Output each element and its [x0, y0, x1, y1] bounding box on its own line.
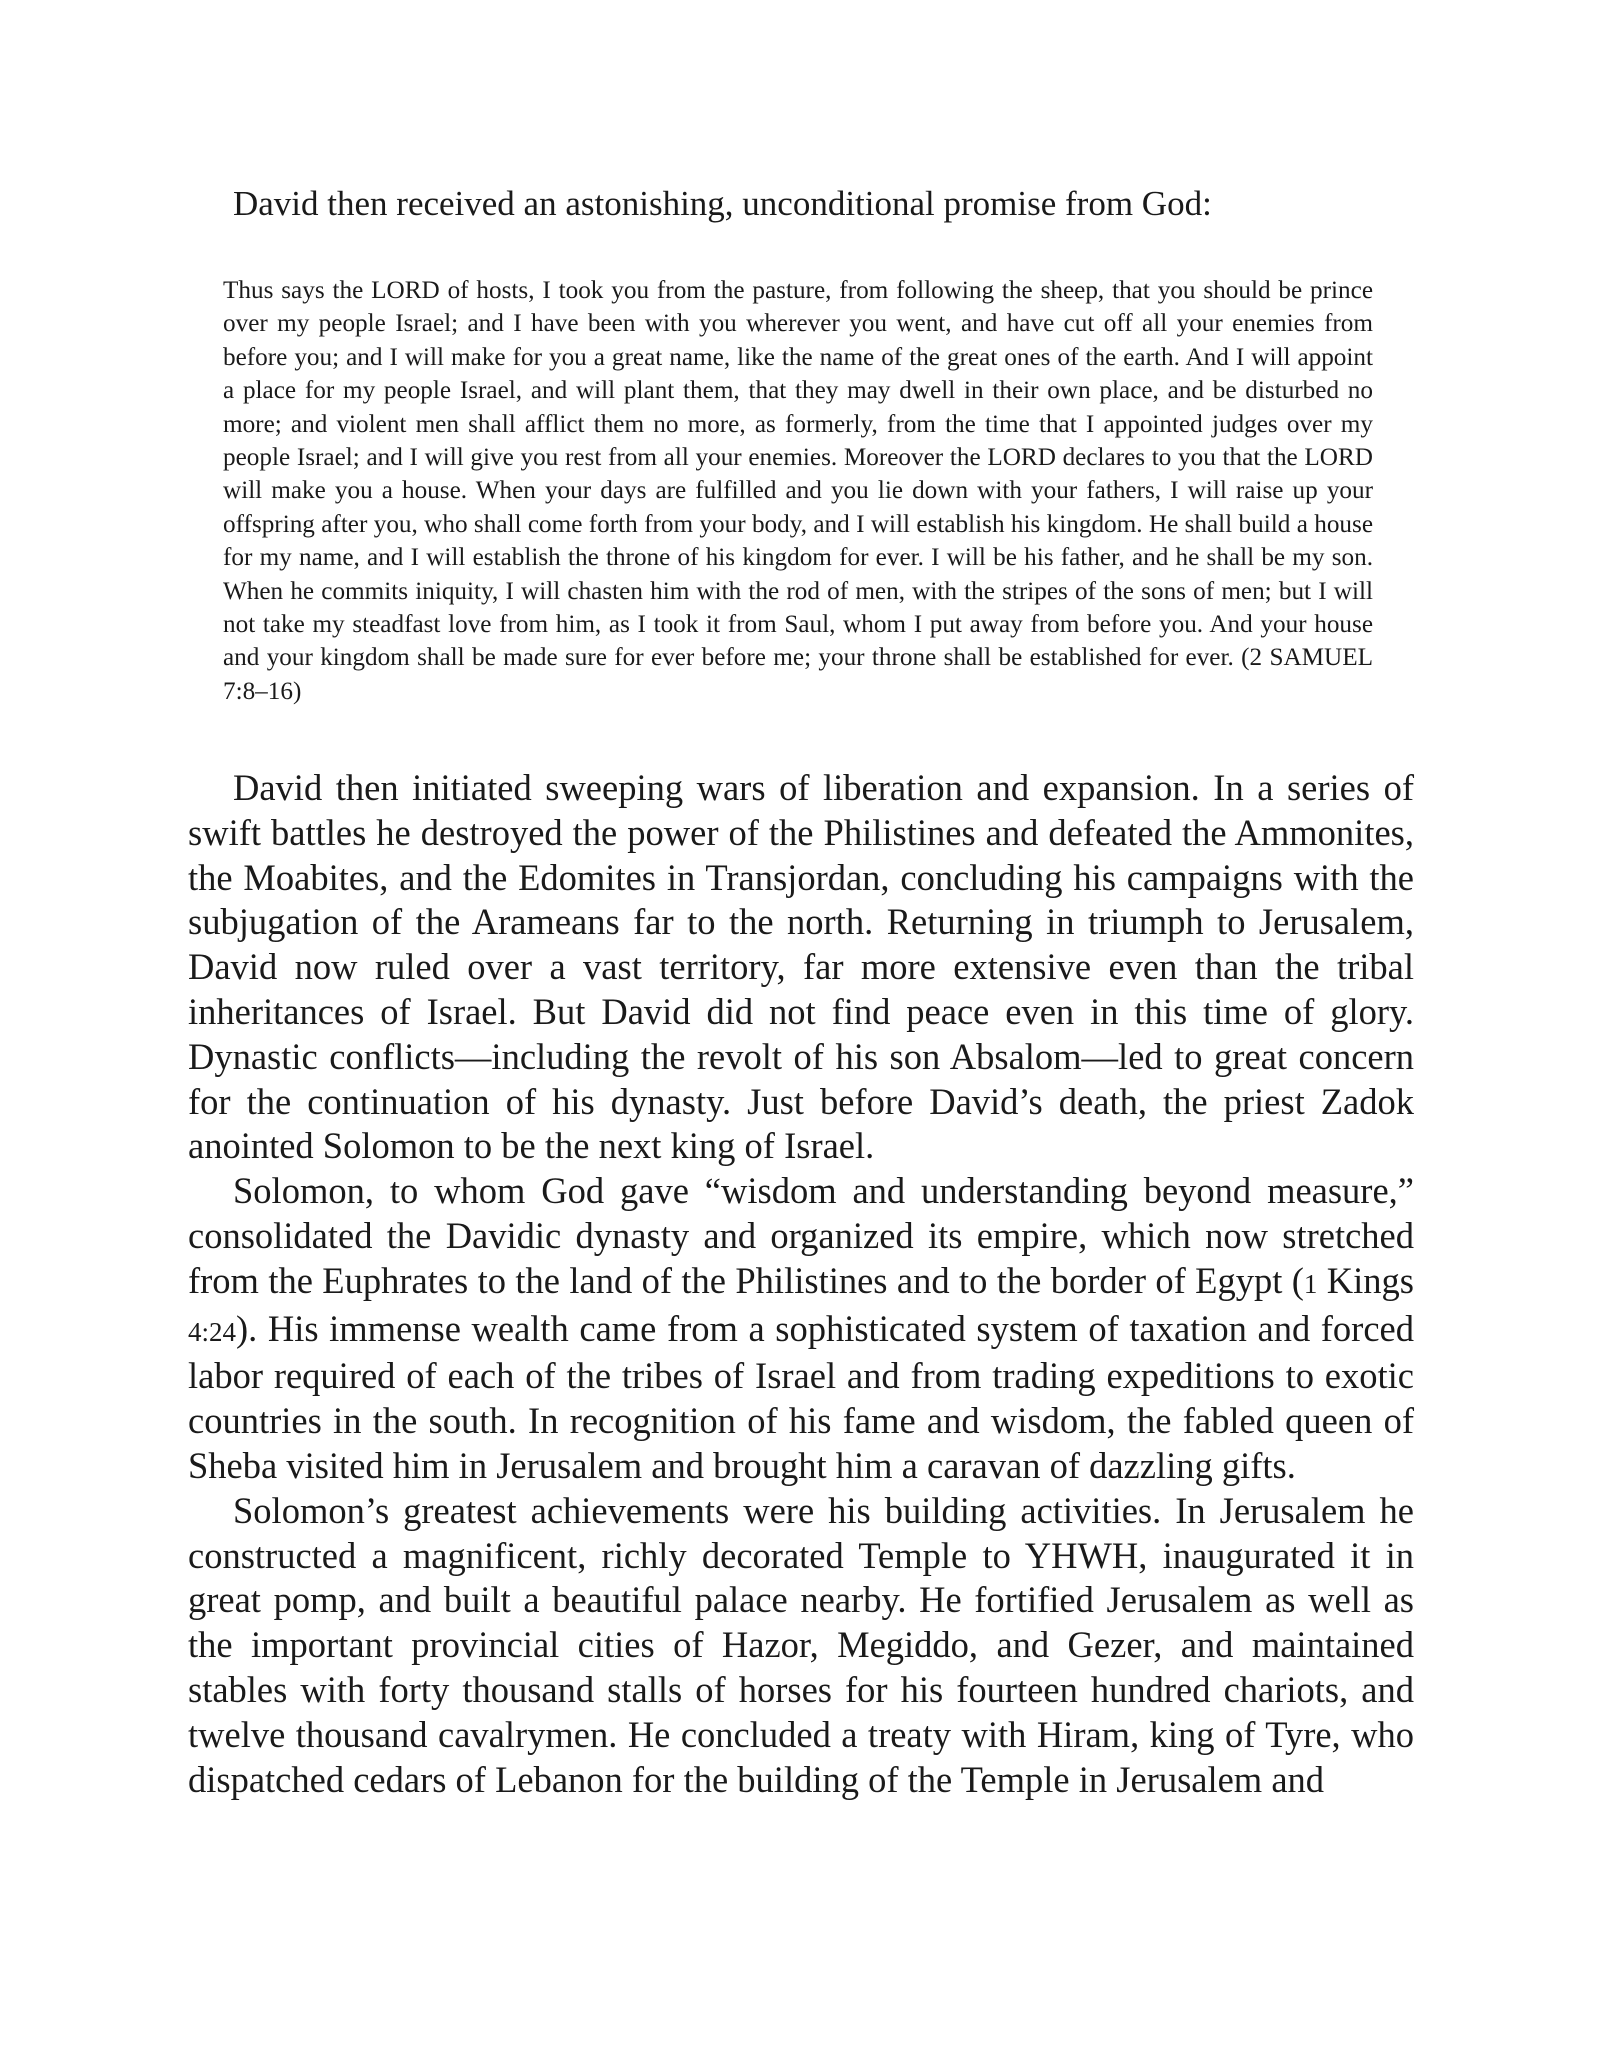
reference-verse: 4:24	[188, 1316, 237, 1347]
body-text	[188, 766, 1414, 1802]
paragraph-1: David then initiated sweeping wars of liberation and expansion. In a series of swift battles he destroyed the power of the Philistines and defeated the Ammonites, the Moabites, and the Edomites in Transjordan, concluding his campaigns with the subjugation of the Arameans far to the north. Returning in triumph to Jerusalem, David now ruled over a vast territory, far more extensive even than the tribal inheritances of Israel. But David did not find peace even in this time of glory. Dynastic conflicts—including the revolt of his son Absalom—led to great concern for the continuation of his dynasty. Just before David’s death, the priest Zadok anointed Solomon to be the next king of Israel.	[188, 767, 1414, 1167]
paragraph-3: Solomon’s greatest achievements were his building activities. In Jerusalem he constructed a magnificent, richly decorated Temple to YHWH, inaugurated it in great pomp, and built a beautiful palace nearby. He fortified Jerusalem as well as the important provincial cities of Hazor, Megiddo, and Gezer, and maintained stables with forty thousand stalls of horses for his fourteen hundred chariots, and twelve thousand cavalrymen. He concluded a treaty with Hiram, king of Tyre, who dispatched cedars of Lebanon for the building of the Temple in Jerusalem and	[188, 1489, 1414, 1800]
quote-citation: (2 SAMUEL 7:8–16)	[223, 644, 1374, 705]
intro-line: David then received an astonishing, unconditional promise from God:	[233, 184, 1212, 223]
reference-book-number: 1	[1303, 1268, 1318, 1299]
quote-text: Thus says the LORD of hosts, I took you from the pasture, from following the sheep, that you should be prince over my people Israel; and I have been with you wherever you went, and have cut off all your enemies from before you; and I will make for you a great name, like the name of the great ones of the earth. And I will appoint a place for my people Israel, and will plant them, that they may dwell in their own place, and be disturbed no more; and violent men shall afflict them no more, as formerly, from the time that I appointed judges over my people Israel; and I will give you rest from all your enemies. Moreover the LORD declares to you that the LORD will make you a house. When your days are fulfilled and you lie down with your fathers, I will raise up your offspring after you, who shall come forth from your body, and I will establish his kingdom. He shall build a house for my name, and I will establish the throne of his kingdom for ever. I will be his father, and he shall be my son. When he commits iniquity, I will chasten him with the rod of men, with the stripes of the sons of men; but I will not take my steadfast love from him, as I took it from Saul, whom I put away from before you. And your house and your kingdom shall be made sure for ever before me; your throne shall be established for ever.	[223, 277, 1373, 672]
reference-book-name: Kings	[1317, 1259, 1414, 1301]
paragraph-2-main: Solomon, to whom God gave “wisdom and understanding beyond measure,” consolidated the Davidic dynasty and organized its empire, which now stretched from the Euphrates to the land of the Philistines and to the border of Egypt (	[188, 1170, 1414, 1301]
block-quote	[223, 274, 1373, 708]
paragraph-2-rest: ). His immense wealth came from a sophisticated system of taxation and forced labor required of each of the tribes of Israel and from trading expeditions to exotic countries in the south. In recognition of his fame and wisdom, the fabled queen of Sheba visited him in Jerusalem and brought him a caravan of dazzling gifts.	[188, 1307, 1414, 1486]
paragraph-2	[188, 1169, 1414, 1489]
